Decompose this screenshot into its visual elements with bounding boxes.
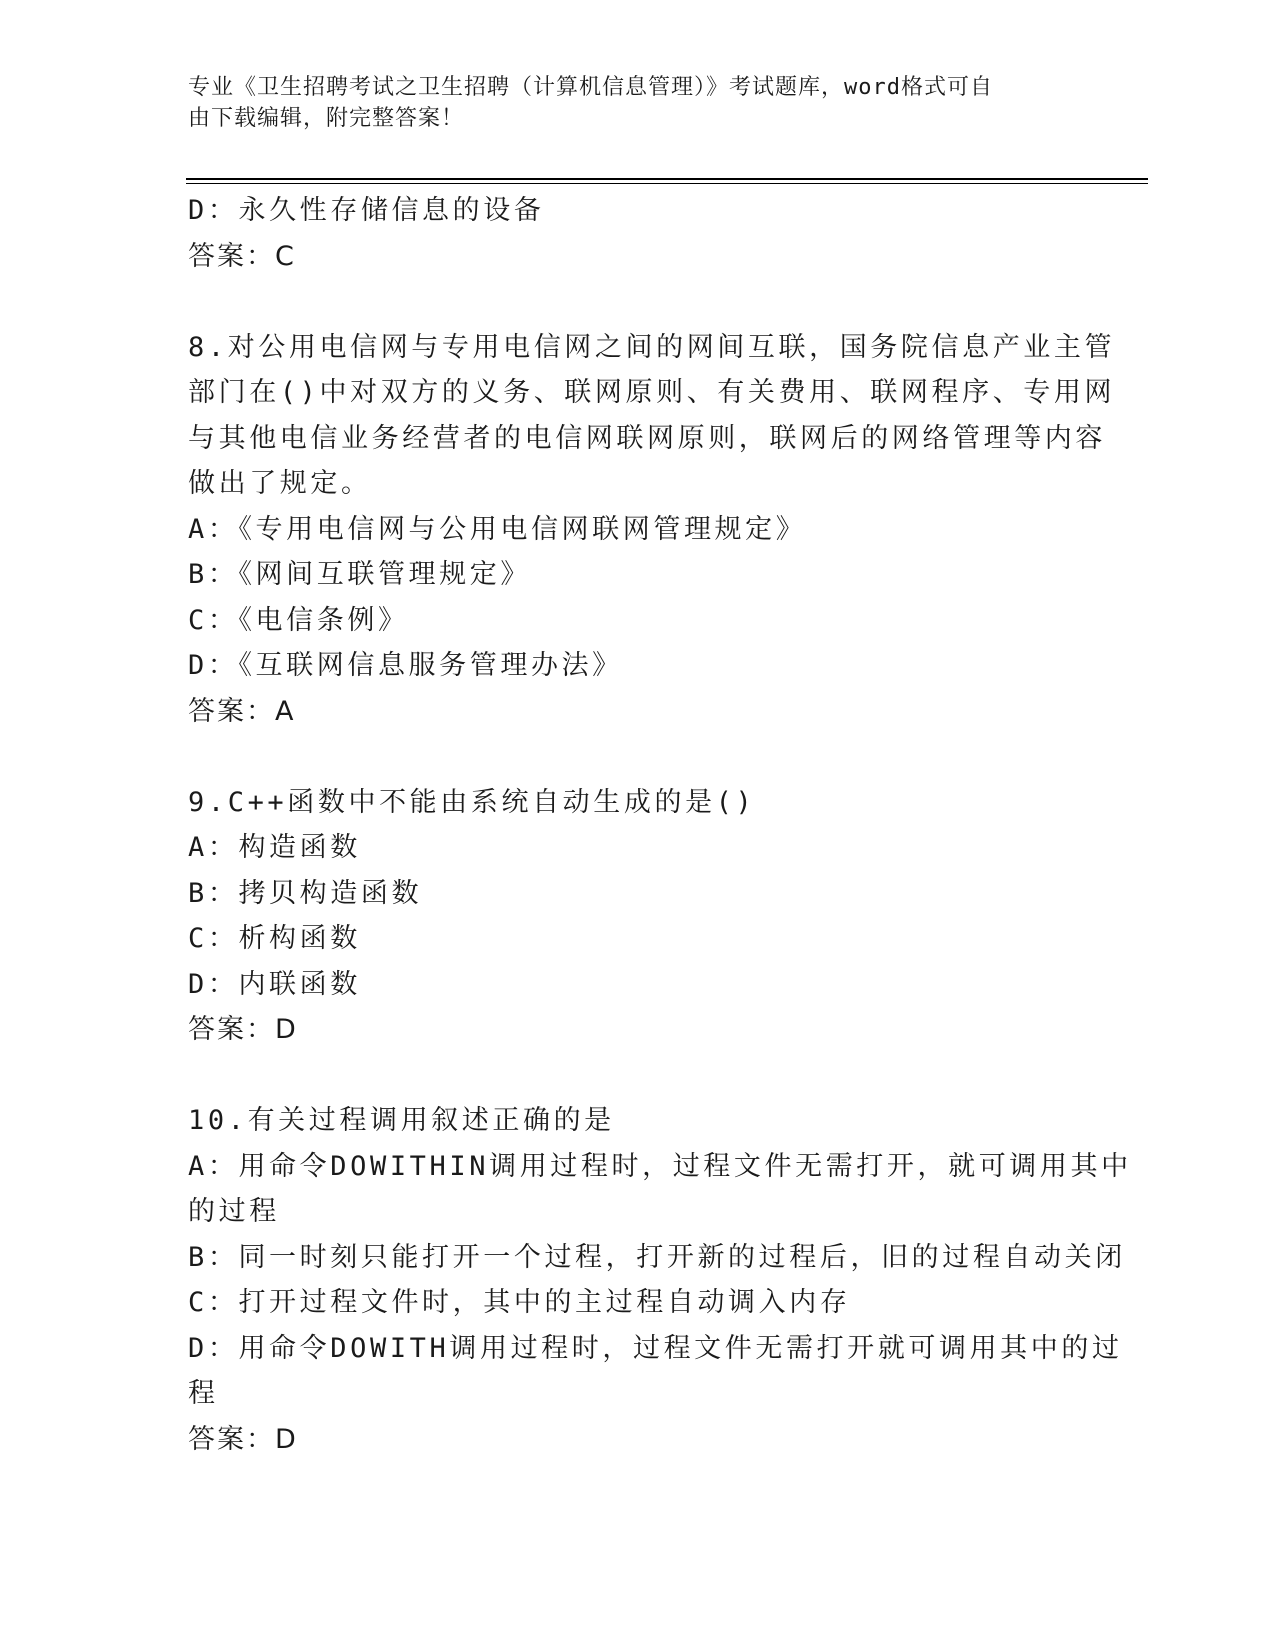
spacer — [188, 734, 1068, 780]
header-line: 专业《卫生招聘考试之卫生招聘（计算机信息管理）》考试题库，word格式可自 — [188, 75, 993, 100]
spacer — [188, 1053, 1068, 1099]
option-d: D：永久性存储信息的设备 — [188, 195, 545, 226]
option-d: D：《互联网信息服务管理办法》 — [188, 650, 623, 681]
spacer — [188, 279, 1068, 325]
question-stem: 与其他电信业务经营者的电信网联网原则，联网后的网络管理等内容 — [188, 422, 1106, 454]
question-8 — [188, 325, 1116, 735]
option-d: D：用命令DOWITH调用过程时，过程文件无需打开就可调用其中的过 — [188, 1332, 1123, 1364]
option-a: A：《专用电信网与公用电信网联网管理规定》 — [188, 513, 807, 545]
option-d: D：内联函数 — [188, 968, 361, 1000]
prev-question — [188, 188, 1068, 279]
answer-line: 答案：D — [188, 1014, 298, 1045]
option-a: A：用命令DOWITHIN调用过程时，过程文件无需打开，就可调用其中 — [188, 1150, 1132, 1182]
option-a: A：构造函数 — [188, 832, 361, 863]
question-9 — [188, 780, 1068, 1053]
question-10 — [188, 1098, 1132, 1462]
question-stem: 8.对公用电信网与专用电信网之间的网间互联，国务院信息产业主管 — [188, 331, 1116, 363]
option-c: C：打开过程文件时，其中的主过程自动调入内存 — [188, 1287, 851, 1318]
option-c: C：析构函数 — [188, 923, 361, 954]
page-header — [188, 72, 1068, 134]
question-stem: 9.C++函数中不能由系统自动生成的是() — [188, 786, 756, 818]
header-divider-thin — [186, 183, 1148, 184]
answer-line: 答案：C — [188, 240, 296, 272]
header-divider — [186, 178, 1148, 180]
answer-line: 答案：A — [188, 695, 296, 727]
question-stem: 做出了规定。 — [188, 468, 372, 499]
option-b: B：同一时刻只能打开一个过程，打开新的过程后，旧的过程自动关闭 — [188, 1241, 1126, 1273]
option-a-continued: 的过程 — [188, 1196, 280, 1227]
option-b: B：拷贝构造函数 — [188, 877, 423, 909]
question-stem: 部门在()中对双方的义务、联网原则、有关费用、联网程序、专用网 — [188, 377, 1116, 408]
option-d-continued: 程 — [188, 1378, 219, 1409]
answer-line: 答案：D — [188, 1423, 298, 1455]
header-line: 由下载编辑，附完整答案！ — [188, 106, 465, 131]
option-c: C：《电信条例》 — [188, 604, 409, 636]
question-stem: 10.有关过程调用叙述正确的是 — [188, 1105, 615, 1136]
question-content — [188, 188, 1132, 1462]
option-b: B：《网间互联管理规定》 — [188, 559, 531, 590]
